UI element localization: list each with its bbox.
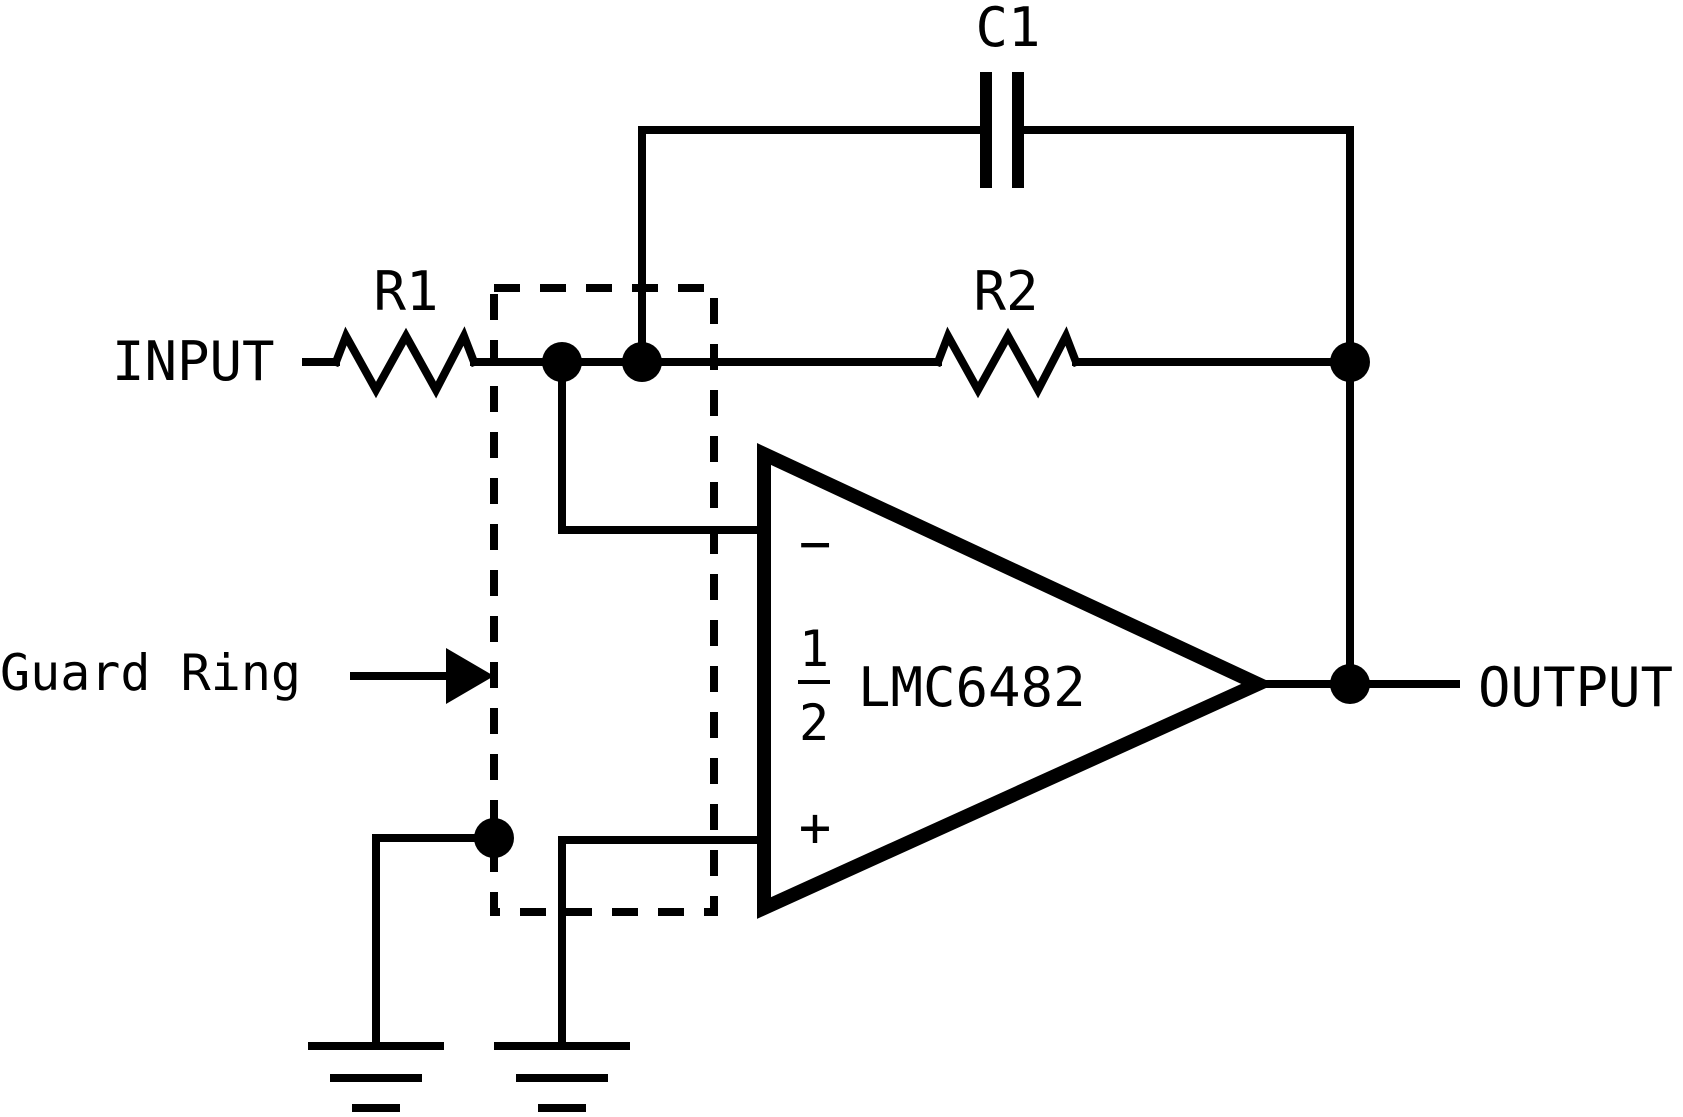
junction-dot-output xyxy=(1330,664,1370,704)
guard-ring-ground-wire xyxy=(376,838,494,1046)
ground-icon xyxy=(498,1046,626,1108)
junction-dot-feedback-right xyxy=(1330,342,1370,382)
opamp-part-label: LMC6482 xyxy=(858,656,1086,719)
junction-dot-guard-ring xyxy=(474,818,514,858)
output-label: OUTPUT xyxy=(1478,656,1674,719)
guard-ring-outline xyxy=(494,288,714,912)
c1-label: C1 xyxy=(975,0,1041,59)
r1-resistor xyxy=(336,336,474,390)
junction-dot-c1-feedback xyxy=(622,342,662,382)
opamp-noninverting-sign: + xyxy=(798,796,832,859)
guard-ring-arrow-icon xyxy=(446,648,494,704)
input-label: INPUT xyxy=(112,330,275,393)
inverting-input-wire xyxy=(562,362,760,530)
guard-ring-label: Guard Ring xyxy=(0,644,302,702)
opamp-fraction-denominator: 2 xyxy=(798,694,830,752)
r1-label: R1 xyxy=(373,260,439,323)
noninverting-input-wire xyxy=(562,840,760,1046)
ground-icon xyxy=(312,1046,440,1108)
opamp-inverting-sign: − xyxy=(798,512,832,575)
opamp-fraction-numerator: 1 xyxy=(798,620,830,678)
r2-resistor xyxy=(938,336,1076,390)
r2-label: R2 xyxy=(973,260,1039,323)
junction-dot-inverting xyxy=(542,342,582,382)
c1-left-wire xyxy=(642,130,984,362)
